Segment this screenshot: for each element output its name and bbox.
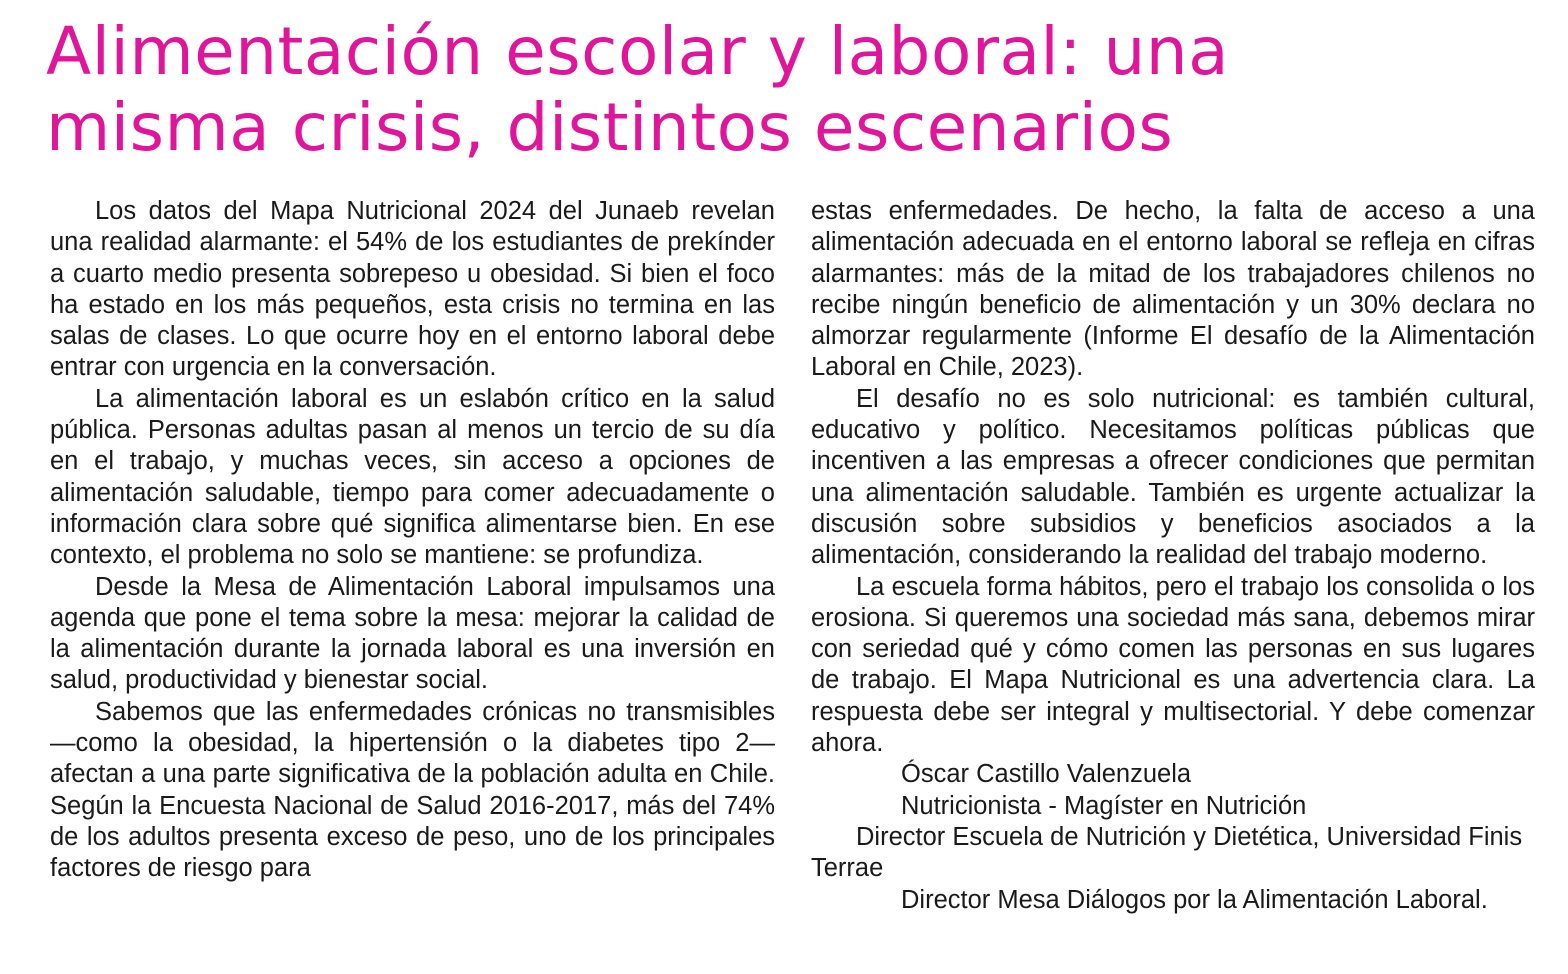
body-column-left [50,196,775,885]
paragraph-1: Los datos del Mapa Nutricional 2024 del Junaeb revelan una realidad alarmante: el 54% de los estudiantes de prekínder a cuarto medio presenta sobrepeso u obesidad. Si bien el foco ha estado en los más pequeños, esta crisis no termina en las salas de clases. Lo que ocurre hoy en el entorno laboral debe entrar con urgencia en la conversación. [50,197,775,382]
author-name: Óscar Castillo Valenzuela [901,760,1192,789]
paragraph-4-continued: estas enfermedades. De hecho, la falta de acceso a una alimentación adecuada en el entorno laboral se refleja en cifras alarmantes: más de la mitad de los trabajadores chilenos no recibe ningún beneficio de alimentación y un 30% declara no almorzar regularmente (Informe El desafío de la Alimentación Laboral en Chile, 2023). [811,197,1535,382]
headline-line-1: Alimentación escolar y laboral: una [46,13,1230,90]
author-signature [811,759,1535,915]
paragraph-3: Desde la Mesa de Alimentación Laboral impulsamos una agenda que pone el tema sobre la mesa: mejorar la calidad de la alimentación durante la jornada laboral es una inversión en salud, productividad y bienestar social. [50,572,775,695]
article-headline [46,14,1546,166]
paragraph-5: El desafío no es solo nutricional: es también cultural, educativo y político. Necesitamos políticas públicas que incentiven a las empresas a ofrecer condiciones que permitan una alimentación saludable. También es urgente actualizar la discusión sobre subsidios y beneficios asociados a la alimentación, considerando la realidad del trabajo moderno. [811,384,1535,570]
headline-line-2: misma crisis, distintos escenarios [46,89,1174,166]
paragraph-6: La escuela forma hábitos, pero el trabajo los consolida o los erosiona. Si queremos una sociedad más sana, debemos mirar con seriedad qué y cómo comen las personas en sus lugares de trabajo. El Mapa Nutricional es una advertencia clara. La respuesta debe ser integral y multisectorial. Y debe comenzar ahora. [811,572,1535,758]
body-column-right [811,196,1535,916]
author-title-3: Director Mesa Diálogos por la Alimentación Laboral. [901,885,1488,914]
paragraph-4: Sabemos que las enfermedades crónicas no transmisibles —como la obesidad, la hipertensión o la diabetes tipo 2— afectan a una parte significativa de la población adulta en Chile. Según la Encuesta Nacional de Salud 2016-2017, más del 74% de los adultos presenta exceso de peso, uno de los principales factores de riesgo para [50,697,775,883]
author-title-1: Nutricionista - Magíster en Nutrición [901,791,1307,820]
paragraph-2: La alimentación laboral es un eslabón crítico en la salud pública. Personas adultas pasan al menos un tercio de su día en el trabajo, y muchas veces, sin acceso a opciones de alimentación saludable, tiempo para comer adecuadamente o información clara sobre qué significa alimentarse bien. En ese contexto, el problema no solo se mantiene: se profundiza. [50,384,775,570]
author-title-2: Director Escuela de Nutrición y Dietética, Universidad Finis Terrae [811,822,1523,883]
